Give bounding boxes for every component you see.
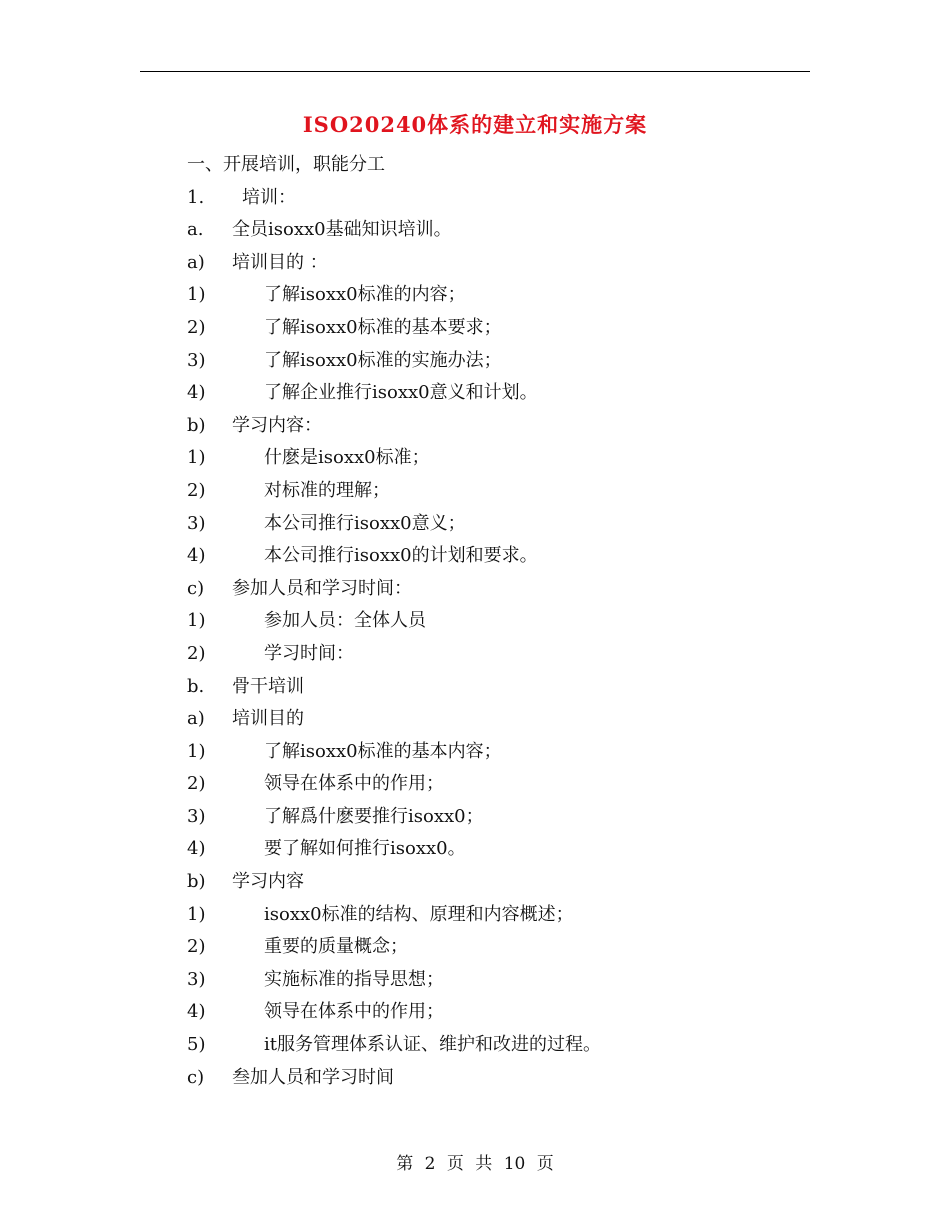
list-item (187, 736, 827, 769)
list-marker: b. (187, 675, 205, 697)
list-marker: 2) (187, 642, 206, 664)
list-marker: 1) (187, 740, 206, 762)
list-marker: 4) (187, 545, 206, 567)
list-marker: 2) (187, 936, 206, 958)
list-item-text: 参加人员和学习时间： (232, 577, 412, 599)
list-item-text: 学习内容 (232, 871, 304, 893)
list-marker: 2) (187, 316, 206, 338)
list-item (187, 182, 827, 215)
list-item-text: 要了解如何推行isoxx0。 (264, 838, 466, 860)
list-marker: 3) (187, 349, 206, 371)
list-item-text: 学习时间： (264, 642, 354, 664)
list-item (187, 573, 827, 606)
list-item (187, 312, 827, 345)
list-item (187, 964, 827, 997)
list-marker: 1) (187, 903, 206, 925)
list-item-text: 培训目的 ： (232, 251, 328, 273)
list-marker: 4) (187, 382, 206, 404)
list-item-text: 领导在体系中的作用； (264, 1001, 444, 1023)
list-item (187, 899, 827, 932)
list-item-text: 全员isoxx0基础知识培训。 (232, 219, 452, 241)
list-item (187, 638, 827, 671)
list-marker: 3) (187, 512, 206, 534)
list-item-text: 了解isoxx0标准的实施办法； (264, 349, 502, 371)
list-item-text: it服务管理体系认证、维护和改进的过程。 (264, 1034, 601, 1056)
list-marker: 5) (187, 1034, 206, 1056)
list-item-text: 了解isoxx0标准的内容； (264, 284, 466, 306)
list-marker: 4) (187, 838, 206, 860)
list-item (187, 540, 827, 573)
list-item-text: 了解爲什麽要推行isoxx0； (264, 805, 484, 827)
list-marker: 3) (187, 805, 206, 827)
list-item (187, 410, 827, 443)
list-marker: 3) (187, 968, 206, 990)
list-item (187, 442, 827, 475)
list-item-text: 培训目的 (232, 708, 304, 730)
list-marker: 1) (187, 284, 206, 306)
list-item (187, 833, 827, 866)
list-item-text: 本公司推行isoxx0意义； (264, 512, 466, 534)
list-item (187, 671, 827, 704)
list-marker: b) (187, 414, 206, 436)
list-item-text: 培训： (242, 186, 296, 208)
list-item-text: 重要的质量概念； (264, 936, 408, 958)
list-item-text: 一、开展培训，职能分工 (187, 154, 385, 175)
list-item (187, 508, 827, 541)
list-item-text: 了解isoxx0标准的基本内容； (264, 740, 502, 762)
list-item-text: 什麽是isoxx0标准； (264, 447, 430, 469)
list-item (187, 768, 827, 801)
list-item-text: 本公司推行isoxx0的计划和要求。 (264, 545, 538, 567)
list-item (187, 931, 827, 964)
list-marker: 2) (187, 479, 206, 501)
list-item (187, 377, 827, 410)
list-marker: c) (187, 577, 205, 599)
list-marker: a) (187, 251, 205, 273)
list-marker: a) (187, 708, 205, 730)
list-item-text: 了解isoxx0标准的基本要求； (264, 316, 502, 338)
document-title: ISO20240体系的建立和实施方案 (302, 112, 648, 137)
list-item (187, 866, 827, 899)
list-marker: 2) (187, 773, 206, 795)
list-marker: 1) (187, 447, 206, 469)
list-marker: b) (187, 871, 206, 893)
list-marker: a. (187, 219, 204, 241)
list-marker: c) (187, 1066, 205, 1088)
list-item-text: isoxx0标准的结构、原理和内容概述； (264, 903, 574, 925)
list-item (187, 279, 827, 312)
list-item (187, 247, 827, 280)
list-item-text: 实施标准的指导思想； (264, 968, 444, 990)
list-item (187, 475, 827, 508)
list-item-text: 领导在体系中的作用； (264, 773, 444, 795)
document-body (187, 149, 827, 1094)
list-item (187, 801, 827, 834)
page-number-footer: 第 2 页 共 10 页 (396, 1154, 554, 1174)
list-marker: 1) (187, 610, 206, 632)
list-item (187, 1062, 827, 1095)
list-item-text: 学习内容： (232, 414, 322, 436)
list-marker: 4) (187, 1001, 206, 1023)
list-item (187, 703, 827, 736)
list-item-text: 对标准的理解； (264, 479, 390, 501)
list-item (187, 214, 827, 247)
list-item (187, 345, 827, 378)
list-item-text: 参加人员：全体人员 (264, 610, 426, 632)
list-item (187, 996, 827, 1029)
section-heading (187, 149, 827, 182)
list-item (187, 1029, 827, 1062)
list-item (187, 605, 827, 638)
header-rule (140, 71, 810, 72)
list-item-text: 骨干培训 (232, 675, 304, 697)
list-marker: 1. (187, 186, 205, 208)
list-item-text: 叁加人员和学习时间 (232, 1066, 394, 1088)
list-item-text: 了解企业推行isoxx0意义和计划。 (264, 382, 538, 404)
